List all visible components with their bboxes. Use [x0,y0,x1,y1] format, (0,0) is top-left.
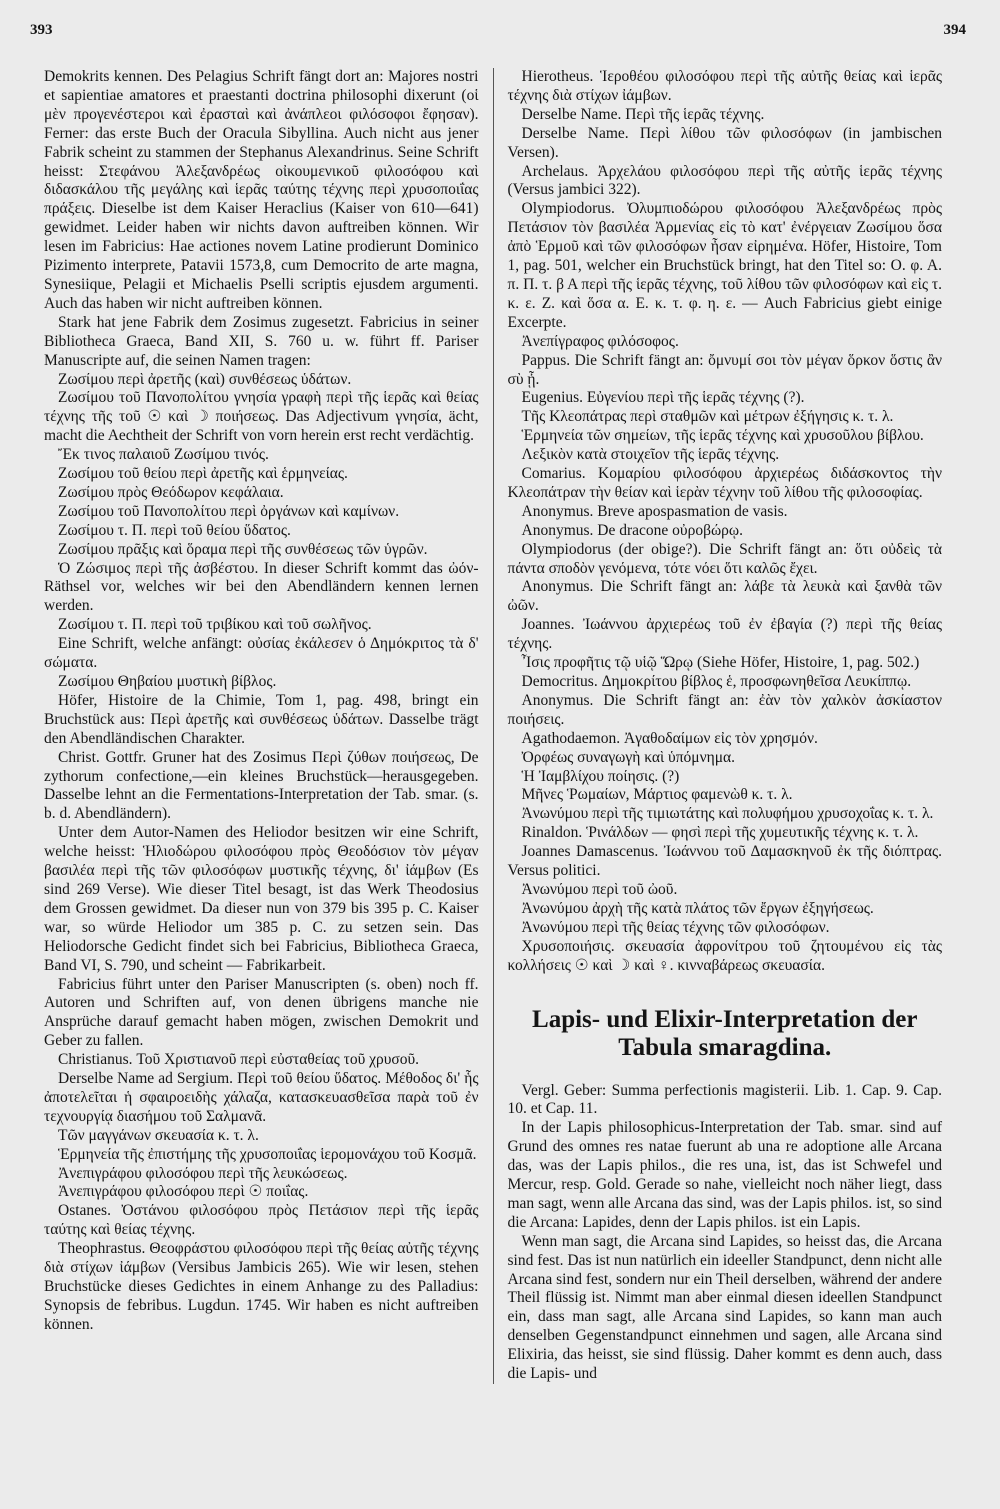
right-column-entries [508,68,943,976]
catalog-entry: Ἑρμηνεία τῶν σημείων, τῆς ἱερᾶς τέχνης καὶ χρυσοῦλου βίβλου. [521,427,924,445]
catalog-entry: Comarius. Κομαρίου φιλοσόφου ἀρχιερέως διδάσκοντος τὴν Κλεοπάτραν τὴν θείαν καὶ ἱερὰν τέχνην τοῦ λίθου τῆς φιλοσοφίας. [507,465,942,501]
paragraph: Derselbe Name ad Sergium. Περὶ τοῦ θείου ὕδατος. Μέθοδος δι' ἧς ἀποτελεῖται ἡ σφαιροειδὴς χάλαζα, κατασκευασθεῖσα παρὰ τοῦ ἐν τεχνουργίᾳ διασήμου τοῦ Σαλμανᾶ. [44,1070,479,1125]
catalog-entry: Pappus. Die Schrift fängt an: ὄμνυμί σοι τὸν μέγαν ὅρκον ὅστις ἂν σὺ ᾖ. [507,351,942,388]
catalog-entry: Anonymus. De dracone οὐροβώρῳ. [521,521,743,539]
catalog-entry: Τῆς Κλεοπάτρας περὶ σταθμῶν καὶ μέτρων ἐξήγησις κ. τ. λ. [521,408,894,426]
page-number-right: 394 [943,22,966,38]
catalog-entry: Anonymus. Breve apospasmation de vasis. [521,502,788,520]
paragraph: Ζωσίμου Θηβαίου μυστικὴ βίβλος. [58,673,277,690]
paragraph: Ζωσίμου τοῦ θείου περὶ ἀρετῆς καὶ ἑρμηνείας. [58,465,348,483]
paragraph: Ὁ Ζώσιμος περὶ τῆς ἀσβέστου. In dieser Schrift kommt das ὠόν-Räthsel vor, welches wir bei den Abendländern kennen lernen werden. [44,559,479,615]
paragraph: Vergl. Geber: Summa perfectionis magisterii. Lib. 1. Cap. 9. Cap. 10. et Cap. 11. [507,1081,942,1118]
paragraph: Ἑρμηνεία τῆς ἐπιστήμης τῆς χρυσοποιΐας ἱερομονάχου τοῦ Κοσμᾶ. [58,1145,477,1163]
catalog-entry: Ἀνωνύμου περὶ τῆς θείας τέχνης τῶν φιλοσόφων. [521,918,830,936]
paragraph: Unter dem Autor-Namen des Heliodor besitzen wir eine Schrift, welche heisst: Ἡλιοδώρου φιλοσόφου πρὸς Θεοδόσιον τὸν μέγαν βασιλέα περὶ τῆς τῶν φιλοσόφων μυστικῆς τέχνης, δι' ἰάμβων (Es sind 269 Verse). Wie dieser Titel besagt, ist das Werk Theodosius dem Grossen gewidmet. Da dieser nun von 379 bis 395 p. C. Kaiser war, so würde Heliodor um 385 p. C. zu setzen sein. Das Heliodorsche Gedicht findet sich bei Fabricius, Bibliotheca Graeca, Band VI, S. 790, und scheint — Fabrikarbeit. [44,824,479,974]
catalog-entry: Anonymus. Die Schrift fängt an: ἐὰν τὸν χαλκὸν ἀσκίαστον ποιήσεις. [507,691,942,728]
catalog-entry: Derselbe Name. Περὶ τῆς ἱερᾶς τέχνης. [521,105,765,123]
paragraph: Ἔκ τινος παλαιοῦ Ζωσίμου τινός. [58,446,269,464]
catalog-entry: Μῆνες Ῥωμαίων, Μάρτιος φαμενὼθ κ. τ. λ. [521,786,793,804]
paragraph: Ζωσίμου τοῦ Πανοπολίτου περὶ ὀργάνων καὶ καμίνων. [58,502,400,520]
paragraph: Demokrits kennen. Des Pelagius Schrift fängt dort an: Majores nostri et sapientiae amatores et praestanti doctrina philosophi dixerunt (οἱ μὲν προγενέστεροι καὶ ἐρασταὶ καὶ ἀνάπλεοι φιλόσοφοι ἔφησαν). Ferner: das erste Buch der Oracula Sibyllina. Auch nicht aus jener Fabrik scheint zu stammen der Stephanus Alexandrinus. Seine Schrift heisst: Στεφάνου Ἀλεξανδρέως οἰκουμενικοῦ φιλοσόφου καὶ διδασκάλου τῆς μεγάλης καὶ ἱερᾶς ταύτης τέχνης περὶ χρυσοποιΐας πράξεις. Dieselbe ist dem Kaiser Heraclius (Kaiser von 610—641) gewidmet. Leider haben wir nichts davon auftreiben können. Wir lesen im Fabricius: Hae actiones novem Latine prodierunt Dominico Pizimento interprete, Patavii 1573,8, cum Democrito de arte magna, Synesiique, Pelagii et Michaelis Pselli scriptis ejusdem argumenti. Auch das haben wir nicht auftreiben können. [44,68,479,312]
catalog-entry: Eugenius. Εὐγενίου περὶ τῆς ἱερᾶς τέχνης (?). [521,389,805,407]
catalog-entry: Olympiodorus. Ὀλυμπιοδώρου φιλοσόφου Ἀλεξανδρέως πρὸς Πετάσιον τὸν βασιλέα Ἀρμενίας εἰς τὸ κατ' ἐνέργειαν Ζωσίμου ὅσα ἀπὸ Ἑρμοῦ καὶ τῶν φιλοσόφων ἦσαν εἰρημένα. Höfer, Histoire, Tom 1, pag. 501, welcher ein Bruchstück bringt, hat den Titel so: Ο. φ. Α. π. Π. τ. β Α περὶ τῆς ἱερᾶς τέχνης, τοῦ λίθου τῶν φιλοσόφων καὶ εἰς τ. κ. ε. Ζ. καὶ ὅσα α. Ε. κ. τ. φ. η. ε. — Auch Fabricius giebt einige Excerpte. [507,200,942,331]
catalog-entry: Olympiodorus (der obige?). Die Schrift fängt an: ὅτι οὐδεὶς τὰ πάντα σποδὸν γενόμενα, τότε νόει ὅτι καλῶς ἔχει. [507,540,942,577]
catalog-entry: Joannes. Ἰωάννου ἀρχιερέως τοῦ ἐν ἐβαγία (?) περὶ τῆς θείας τέχνης. [507,616,942,653]
catalog-entry: Democritus. Δημοκρίτου βίβλος ἑ, προσφωνηθεῖσα Λευκίππῳ. [521,673,912,690]
paragraph: Ζωσίμου πρὸς Θεόδωρον κεφάλαια. [58,483,284,501]
catalog-entry: Archelaus. Ἀρχελάου φιλοσόφου περὶ τῆς αὐτῆς ἱερᾶς τέχνης (Versus jambici 322). [507,162,942,199]
catalog-entry: Ἀνωνύμου ἀρχὴ τῆς κατὰ πλάτος τῶν ἔργων ἐξηγήσεως. [521,899,874,917]
paragraph: Τῶν μαγγάνων σκευασία κ. τ. λ. [58,1126,259,1144]
catalog-entry: Anonymus. Die Schrift fängt an: λάβε τὰ λευκὰ καὶ ξανθὰ τῶν ὠῶν. [507,578,942,615]
catalog-entry: Joannes Damascenus. Ἰωάννου τοῦ Δαμασκηνοῦ ἐκ τῆς διόπτρας. Versus politici. [507,843,942,880]
catalog-entry: Rinaldon. Ῥινάλδων — φησὶ περὶ τῆς χυμευτικῆς τέχνης κ. τ. λ. [521,824,919,842]
right-column [493,68,943,1384]
catalog-entry: Ἶσις προφῆτις τῷ υἱῷ Ὥρῳ (Siehe Höfer, Histoire, 1, pag. 502.) [521,654,920,672]
paragraph: Fabricius führt unter den Pariser Manuscripten (s. oben) noch ff. Autoren und Schriften auf, von denen übrigens manche nie Ansprüche darauf gemacht haben mögen, zwischen Demokrit und Geber zu fallen. [44,975,479,1050]
paragraph: Höfer, Histoire de la Chimie, Tom 1, pag. 498, bringt ein Bruchstück aus: Περὶ ἀρετῆς καὶ συνθέσεως ὑδάτων. Dasselbe trägt den Abendländischen Charakter. [44,691,479,747]
paragraph: Ostanes. Ὀστάνου φιλοσόφου πρὸς Πετάσιον περὶ τῆς ἱερᾶς ταύτης καὶ θείας τέχνης. [44,1202,479,1239]
catalog-entry: Ἀνωνύμου περὶ τοῦ ὠοῦ. [521,880,678,898]
paragraph: Ζωσίμου περὶ ἀρετῆς (καὶ) συνθέσεως ὑδάτων. [58,370,352,388]
text-columns [44,68,942,1384]
catalog-entry: Ὀρφέως συναγωγὴ καὶ ὑπόμνημα. [521,748,736,766]
catalog-entry: Derselbe Name. Περὶ λίθου τῶν φιλοσόφων (in jambischen Versen). [507,124,942,161]
left-column [44,68,479,1384]
paragraph: Stark hat jene Fabrik dem Zosimus zugesetzt. Fabricius in seiner Bibliotheca Graeca, Band XII, S. 760 u. w. führt ff. Pariser Manuscripte auf, die seinen Namen tragen: [44,313,479,369]
paragraph: Theophrastus. Θεοφράστου φιλοσόφου περὶ τῆς θείας αὐτῆς τέχνης διὰ στίχων ἰάμβων (Versibus Jambicis 265). Wie wir lesen, stehen Bruchstücke dieses Gedichtes in einem Anhange zu des Palladius: Synopsis de febribus. Lugdun. 1745. Wir haben es nicht auftreiben können. [44,1240,479,1333]
paragraph: Eine Schrift, welche anfängt: οὐσίας ἐκάλεσεν ὁ Δημόκριτος τὰ δ' σώματα. [44,635,479,672]
paragraph: Christianus. Τοῦ Χριστιανοῦ περὶ εὐσταθείας τοῦ χρυσοῦ. [58,1051,420,1069]
paragraph: Ζωσίμου τ. Π. περὶ τοῦ θείου ὕδατος. [58,521,291,539]
catalog-entry: Χρυσοποιήσις. σκευασία ἀφρονίτρου τοῦ ζητουμένου εἰς τὰς κολλήσεις ☉ καὶ ☽ καὶ ♀. κινναβάρεως σκευασία. [507,937,942,974]
catalog-entry: Λεξικὸν κατὰ στοιχεῖον τῆς ἱερᾶς τέχνης. [521,446,780,464]
paragraph: Ζωσίμου τ. Π. περὶ τοῦ τριβίκου καὶ τοῦ σωλῆνος. [58,616,372,634]
catalog-entry: Ἀνωνύμου περὶ τῆς τιμιωτάτης καὶ πολυφήμου χρυσοχοΐας κ. τ. λ. [521,805,934,823]
page-number-left: 393 [30,22,53,38]
right-column-body [508,1082,943,1385]
catalog-entry: Agathodaemon. Ἀγαθοδαίμων εἰς τὸν χρησμόν. [521,729,818,747]
paragraph: Ζωσίμου πρᾶξις καὶ ὅραμα περὶ τῆς συνθέσεως τῶν ὑγρῶν. [58,540,428,558]
paragraph: Ζωσίμου τοῦ Πανοπολίτου γνησία γραφὴ περὶ τῆς ἱερᾶς καὶ θείας τέχνης τῆς τοῦ ☉ καὶ ☽ ποιήσεως. Das Adjectivum γνησία, ächt, macht die Aechtheit der Schrift von vorn herein erst recht verdächtig. [44,389,479,445]
section-heading: Lapis- und Elixir-Interpretation der Tabula smaragdina. [532,1005,918,1061]
paragraph: Ἀνεπιγράφου φιλοσόφου περὶ ☉ ποιΐας. [58,1183,309,1201]
catalog-entry: Hierotheus. Ἱεροθέου φιλοσόφου περὶ τῆς αὐτῆς θείας καὶ ἱερᾶς τέχνης διὰ στίχων ἰάμβων. [507,68,942,104]
paragraph: In der Lapis philosophicus-Interpretation der Tab. smar. sind auf Grund des omnes res natae fuerunt ab una re adoptione alle Arcana das, was der Lapis philos., die res una, ist, das ist Schwefel und Mercur, resp. Gold. Gerade so nahe, vielleicht noch näher liegt, dass man sagt, wenn alle Arcana das sind, was der Lapis philos. ist, so sind die Arcana: Lapides, denn der Lapis philos. ist ein Lapis. [507,1119,942,1231]
paragraph: Wenn man sagt, die Arcana sind Lapides, so heisst das, die Arcana sind fest. Das ist nun natürlich ein ideeller Standpunct, denn nicht alle Arcana sind fest, sondern nur ein Theil derselben, während der andere Theil flüssig ist. Nimmt man aber einmal diesen ideellen Standpunct ein, dass man sagt, alle Arcana sind Lapides, so kann man auch denselben Gegenstandpunct einnehmen und sagen, alle Arcana sind Elixiria, das heisst, sie sind flüssig. Daher kommt es denn auch, dass die Lapis- und [507,1232,942,1383]
paragraph: Ἀνεπιγράφου φιλοσόφου περὶ τῆς λευκώσεως. [58,1164,348,1182]
catalog-entry: Ἀνεπίγραφος φιλόσοφος. [521,332,679,350]
paragraph: Christ. Gottfr. Gruner hat des Zosimus Περὶ ζύθων ποιήσεως, De zythorum confectione,—ein kleines Bruchstück—herausgegeben. Dasselbe lehnt an die Fermentations-Interpretation der Tab. smar. (s. b. d. Abendländern). [44,748,479,823]
catalog-entry: Ἡ Ἰαμβλίχου ποίησις. (?) [521,767,680,785]
